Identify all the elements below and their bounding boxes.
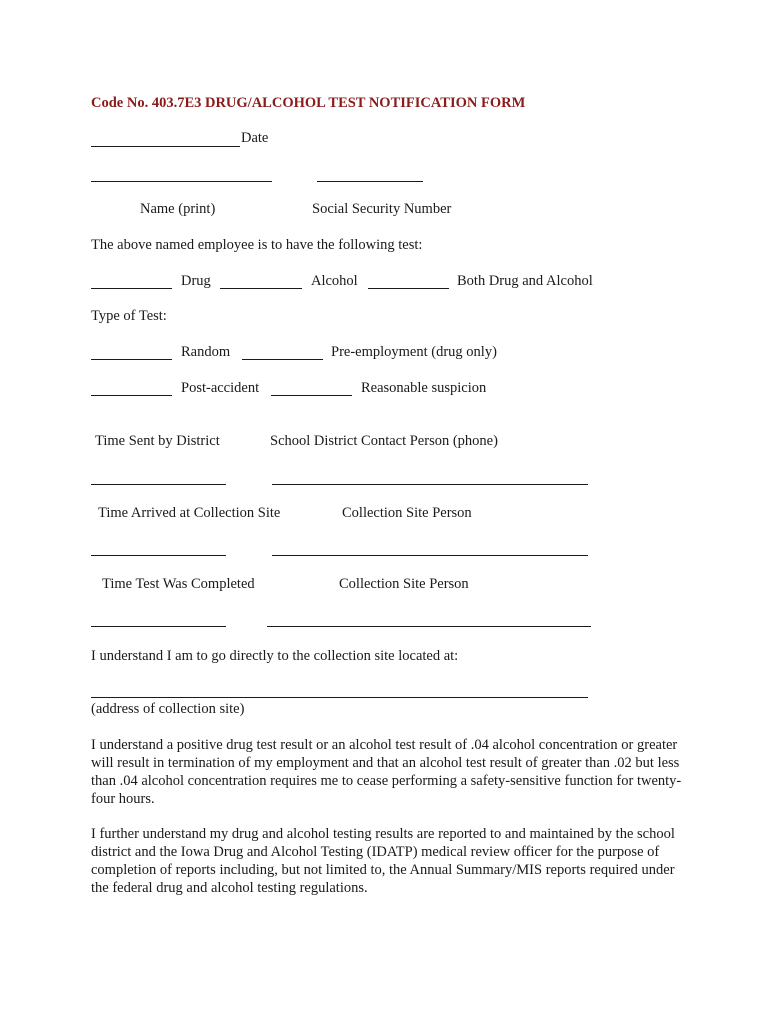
reporting-paragraph: I further understand my drug and alcohol testing results are reported to and maintained by the school district and the Iowa Drug and Alcohol Testing (IDATP) medical review officer for the purpose of completion of reports including, but not limited to, the Annual Summary/MIS reports required under the federal drug and alcohol testing regulations. xyxy=(91,826,675,896)
both-label: Both Drug and Alcohol xyxy=(457,273,593,289)
go-directly-text: I understand I am to go directly to the collection site located at: xyxy=(91,648,459,664)
time-completed-field[interactable] xyxy=(91,626,226,627)
drug-label: Drug xyxy=(181,273,211,289)
name-field[interactable] xyxy=(91,181,272,182)
time-arrived-field[interactable] xyxy=(91,555,226,556)
type-of-test-label: Type of Test: xyxy=(91,308,167,324)
termination-paragraph: I understand a positive drug test result or an alcohol test result of .04 alcohol concentration or greater will result in termination of my employment and that an alcohol test result of greater than .02 but less than .04 alcohol concentration requires me to cease performing a safety-sensitive function for twenty-four hours. xyxy=(91,737,682,807)
random-field[interactable] xyxy=(91,359,172,360)
time-completed-label: Time Test Was Completed xyxy=(102,576,255,592)
collection-person-field-1[interactable] xyxy=(272,555,588,556)
alcohol-label: Alcohol xyxy=(311,273,358,289)
address-field[interactable] xyxy=(91,697,588,698)
reasonable-suspicion-field[interactable] xyxy=(271,395,352,396)
date-label: Date xyxy=(241,130,269,146)
time-sent-field[interactable] xyxy=(91,484,226,485)
pre-employment-field[interactable] xyxy=(242,359,323,360)
alcohol-field[interactable] xyxy=(220,288,302,289)
random-label: Random xyxy=(181,344,231,360)
employee-test-text: The above named employee is to have the following test: xyxy=(91,237,423,253)
time-sent-label: Time Sent by District xyxy=(95,433,220,449)
collection-person-label-2: Collection Site Person xyxy=(339,576,469,592)
post-accident-label: Post-accident xyxy=(181,380,260,396)
name-label: Name (print) xyxy=(140,201,216,217)
pre-employment-label: Pre-employment (drug only) xyxy=(331,344,497,360)
ssn-label: Social Security Number xyxy=(312,201,452,217)
contact-person-label: School District Contact Person (phone) xyxy=(270,433,498,449)
contact-person-field[interactable] xyxy=(272,484,588,485)
drug-field[interactable] xyxy=(91,288,172,289)
address-caption: (address of collection site) xyxy=(91,701,245,717)
collection-person-label-1: Collection Site Person xyxy=(342,505,472,521)
post-accident-field[interactable] xyxy=(91,395,172,396)
date-field[interactable] xyxy=(91,146,240,147)
collection-person-field-2[interactable] xyxy=(267,626,591,627)
reasonable-suspicion-label: Reasonable suspicion xyxy=(361,380,487,396)
ssn-field[interactable] xyxy=(317,181,423,182)
form-title: Code No. 403.7E3 DRUG/ALCOHOL TEST NOTIFICATION FORM xyxy=(91,95,526,111)
time-arrived-label: Time Arrived at Collection Site xyxy=(98,505,281,521)
both-field[interactable] xyxy=(368,288,449,289)
